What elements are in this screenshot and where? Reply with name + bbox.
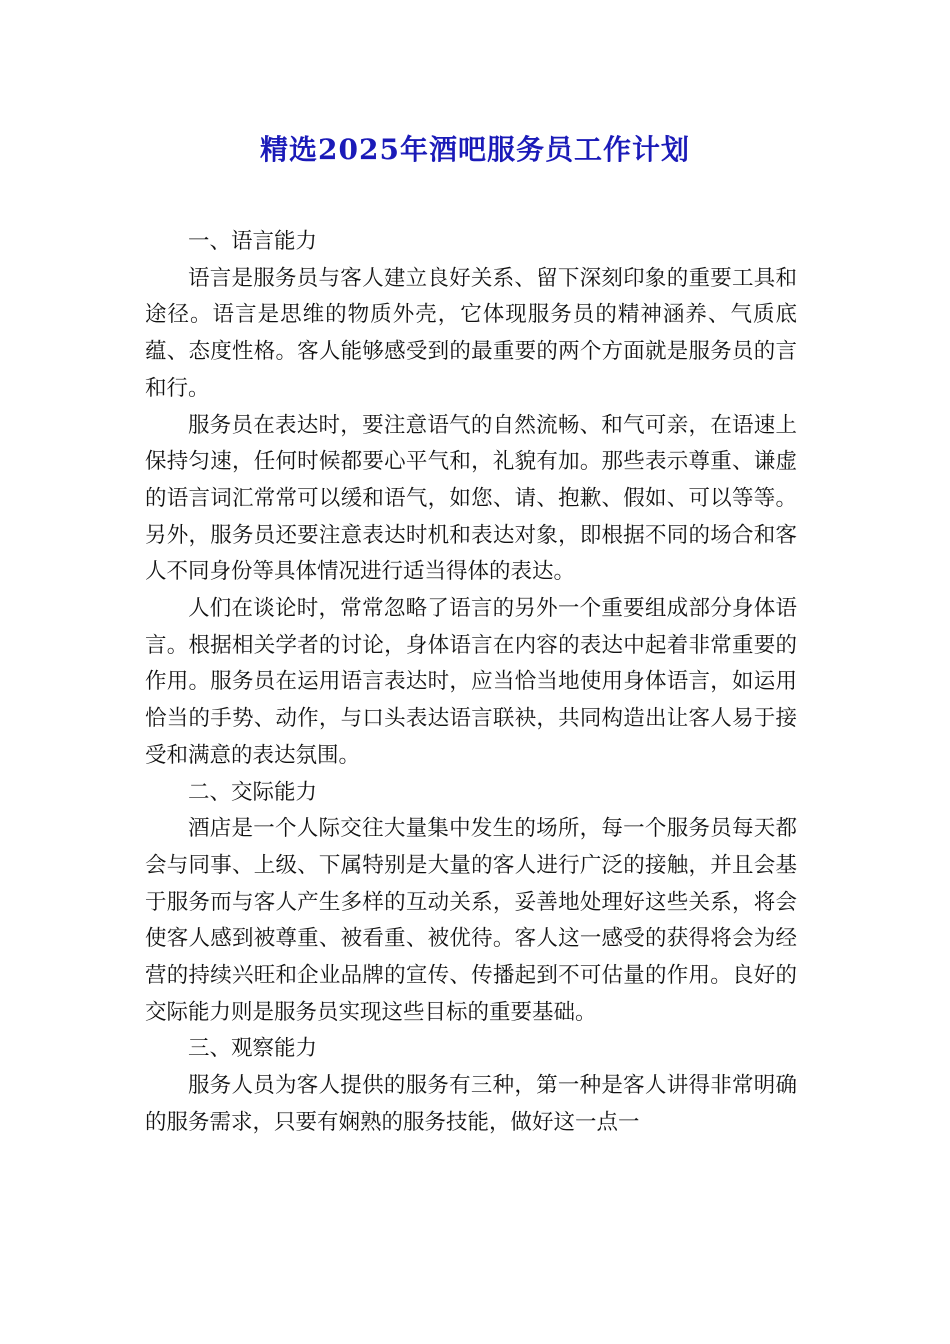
paragraph: 酒店是一个人际交往大量集中发生的场所，每一个服务员每天都会与同事、上级、下属特别是大量的客人进行广泛的接触，并且会基于服务而与客人产生多样的互动关系，妥善地处理好这些关系，将会使客人感到被尊重、被看重、被优待。客人这一感受的获得将会为经营的持续兴旺和企业品牌的宣传、传播起到不可估量的作用。良好的交际能力则是服务员实现这些目标的重要基础。 (145, 816, 797, 1025)
paragraph: 人们在谈论时，常常忽略了语言的另外一个重要组成部分身体语言。根据相关学者的讨论，身体语言在内容的表达中起着非常重要的作用。服务员在运用语言表达时，应当恰当地使用身体语言，如运用恰当的手势、动作，与口头表达语言联袂，共同构造出让客人易于接受和满意的表达氛围。 (145, 596, 797, 768)
heading-communication-ability: 二、交际能力 (188, 779, 318, 805)
document-title: 精选2025年酒吧服务员工作计划 (260, 133, 690, 166)
paragraph: 服务人员为客人提供的服务有三种，第一种是客人讲得非常明确的服务需求，只要有娴熟的服务技能，做好这一点一 (145, 1073, 797, 1135)
paragraph: 语言是服务员与客人建立良好关系、留下深刻印象的重要工具和途径。语言是思维的物质外壳，它体现服务员的精神涵养、气质底蕴、态度性格。客人能够感受到的最重要的两个方面就是服务员的言和行。 (145, 265, 797, 401)
heading-observation-ability: 三、观察能力 (188, 1036, 318, 1062)
paragraph: 服务员在表达时，要注意语气的自然流畅、和气可亲，在语速上保持匀速，任何时候都要心平气和，礼貌有加。那些表示尊重、谦虚的语言词汇常常可以缓和语气，如您、请、抱歉、假如、可以等等。另外，服务员还要注意表达时机和表达对象，即根据不同的场合和客人不同身份等具体情况进行适当得体的表达。 (145, 412, 797, 585)
heading-language-ability: 一、语言能力 (188, 229, 318, 254)
document-body (145, 224, 797, 1142)
